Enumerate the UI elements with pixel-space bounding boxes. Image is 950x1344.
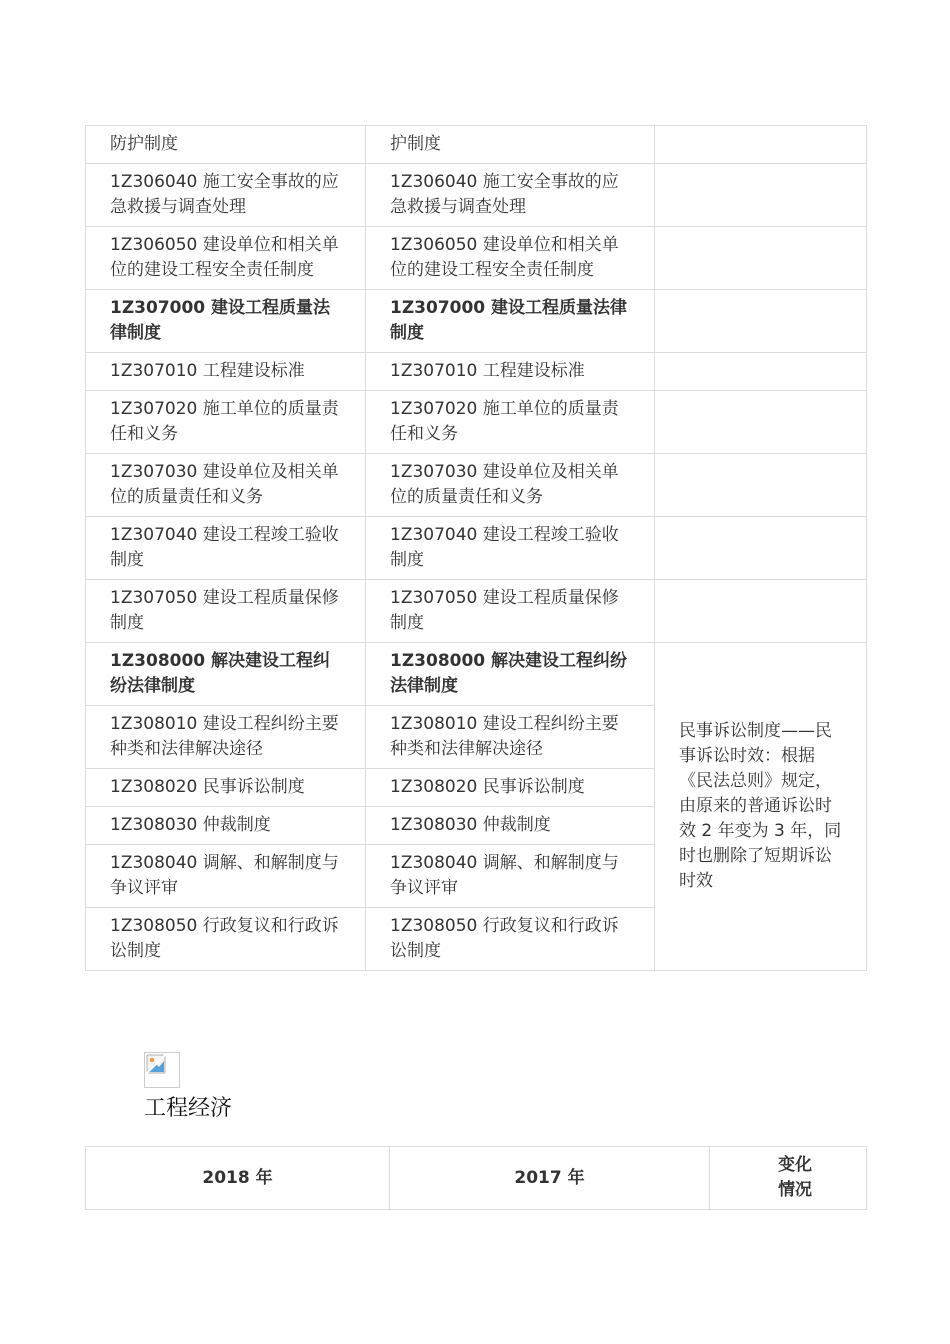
table-row bbox=[86, 227, 867, 290]
table-row bbox=[86, 643, 867, 706]
table-row bbox=[86, 126, 867, 164]
table-header-row bbox=[86, 1147, 867, 1210]
cell-2018: 1Z307020 施工单位的质量责任和义务 bbox=[86, 391, 366, 454]
cell-change bbox=[655, 290, 867, 353]
cell-change-note: 民事诉讼制度——民事诉讼时效：根据《民法总则》规定，由原来的普通诉讼时效 2 年变为 3 年，同时也删除了短期诉讼时效 bbox=[655, 643, 867, 971]
engineering-economics-table bbox=[85, 1146, 867, 1210]
cell-2018: 1Z307000 建设工程质量法律制度 bbox=[86, 290, 366, 353]
cell-2017: 1Z306050 建设单位和相关单位的建设工程安全责任制度 bbox=[366, 227, 655, 290]
broken-image-icon bbox=[144, 1052, 180, 1088]
cell-2017: 1Z306040 施工安全事故的应急救援与调查处理 bbox=[366, 164, 655, 227]
cell-2017: 1Z308040 调解、和解制度与争议评审 bbox=[366, 845, 655, 908]
cell-2017: 1Z307040 建设工程竣工验收制度 bbox=[366, 517, 655, 580]
table-row bbox=[86, 517, 867, 580]
cell-change bbox=[655, 391, 867, 454]
cell-2018: 1Z307040 建设工程竣工验收制度 bbox=[86, 517, 366, 580]
cell-2017: 1Z307030 建设单位及相关单位的质量责任和义务 bbox=[366, 454, 655, 517]
table-row bbox=[86, 353, 867, 391]
header-2018: 2018 年 bbox=[86, 1147, 390, 1210]
syllabus-comparison-table bbox=[85, 125, 867, 971]
cell-2017: 1Z308050 行政复议和行政诉讼制度 bbox=[366, 908, 655, 971]
header-2017: 2017 年 bbox=[390, 1147, 710, 1210]
cell-2018: 1Z308020 民事诉讼制度 bbox=[86, 769, 366, 807]
cell-2017: 1Z308020 民事诉讼制度 bbox=[366, 769, 655, 807]
cell-change bbox=[655, 517, 867, 580]
table-row bbox=[86, 454, 867, 517]
cell-2017: 1Z307000 建设工程质量法律制度 bbox=[366, 290, 655, 353]
cell-change bbox=[655, 353, 867, 391]
cell-2017: 1Z308030 仲裁制度 bbox=[366, 807, 655, 845]
table-row bbox=[86, 391, 867, 454]
table-row bbox=[86, 164, 867, 227]
cell-change bbox=[655, 164, 867, 227]
cell-change bbox=[655, 227, 867, 290]
cell-2018: 1Z307030 建设单位及相关单位的质量责任和义务 bbox=[86, 454, 366, 517]
cell-2018: 1Z308000 解决建设工程纠纷法律制度 bbox=[86, 643, 366, 706]
header-change: 变化情况 bbox=[710, 1147, 867, 1210]
table-row bbox=[86, 580, 867, 643]
cell-2018: 1Z307050 建设工程质量保修制度 bbox=[86, 580, 366, 643]
cell-2017: 护制度 bbox=[366, 126, 655, 164]
cell-2017: 1Z307050 建设工程质量保修制度 bbox=[366, 580, 655, 643]
cell-2018: 防护制度 bbox=[86, 126, 366, 164]
cell-2018: 1Z308050 行政复议和行政诉讼制度 bbox=[86, 908, 366, 971]
table-row bbox=[86, 290, 867, 353]
cell-2017: 1Z308010 建设工程纠纷主要种类和法律解决途径 bbox=[366, 706, 655, 769]
cell-change bbox=[655, 126, 867, 164]
cell-2018: 1Z308010 建设工程纠纷主要种类和法律解决途径 bbox=[86, 706, 366, 769]
cell-2017: 1Z308000 解决建设工程纠纷法律制度 bbox=[366, 643, 655, 706]
section-title: 工程经济 bbox=[144, 1096, 233, 1121]
cell-change bbox=[655, 580, 867, 643]
cell-2018: 1Z306040 施工安全事故的应急救援与调查处理 bbox=[86, 164, 366, 227]
cell-2017: 1Z307020 施工单位的质量责任和义务 bbox=[366, 391, 655, 454]
cell-2017: 1Z307010 工程建设标准 bbox=[366, 353, 655, 391]
cell-2018: 1Z307010 工程建设标准 bbox=[86, 353, 366, 391]
cell-2018: 1Z306050 建设单位和相关单位的建设工程安全责任制度 bbox=[86, 227, 366, 290]
cell-2018: 1Z308040 调解、和解制度与争议评审 bbox=[86, 845, 366, 908]
cell-2018: 1Z308030 仲裁制度 bbox=[86, 807, 366, 845]
cell-change bbox=[655, 454, 867, 517]
